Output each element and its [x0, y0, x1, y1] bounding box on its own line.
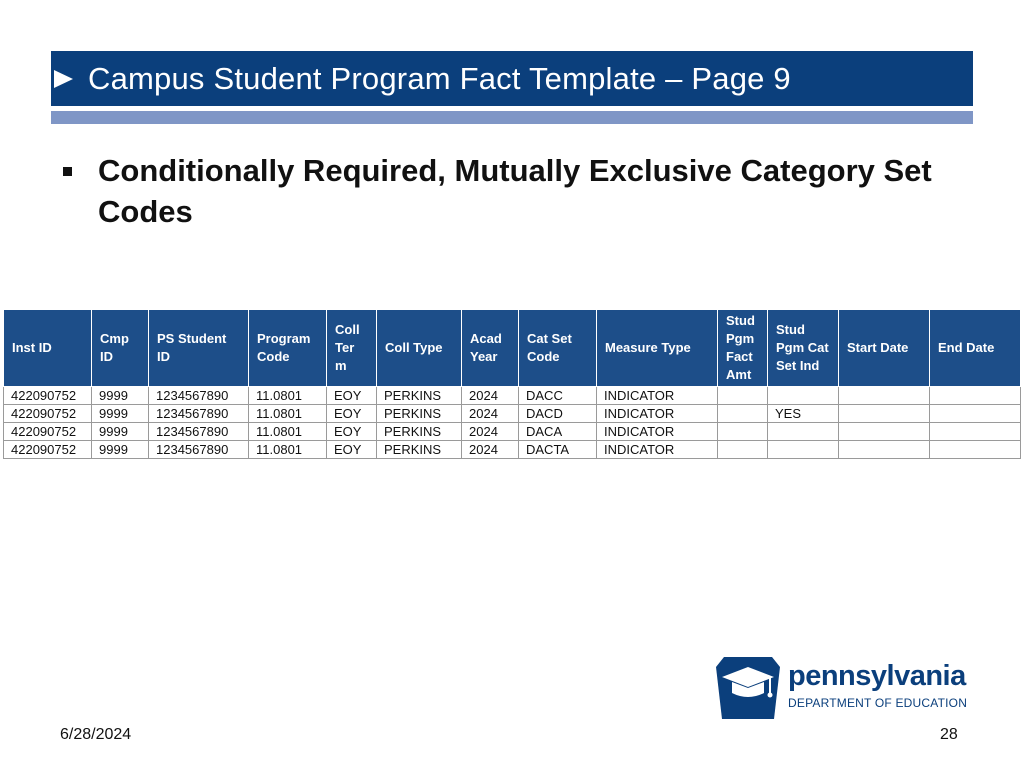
table-cell: 9999 [92, 423, 149, 441]
column-header: Inst ID [4, 310, 92, 387]
table-cell [768, 387, 839, 405]
table-cell: DACC [519, 387, 597, 405]
table-cell: 11.0801 [249, 405, 327, 423]
column-header: Coll Type [377, 310, 462, 387]
column-header: Start Date [839, 310, 930, 387]
table-cell [930, 441, 1021, 459]
table-cell: 2024 [462, 441, 519, 459]
table-row [4, 423, 1021, 441]
table-cell: 1234567890 [149, 441, 249, 459]
table-cell: PERKINS [377, 387, 462, 405]
table-cell: EOY [327, 423, 377, 441]
table-cell [768, 441, 839, 459]
pa-education-logo [716, 657, 986, 719]
column-header: Coll Ter m [327, 310, 377, 387]
table-cell: DACD [519, 405, 597, 423]
table-cell: PERKINS [377, 405, 462, 423]
column-header: Program Code [249, 310, 327, 387]
table-cell: 422090752 [4, 423, 92, 441]
bullet-text: Conditionally Required, Mutually Exclusive Category Set Codes [98, 153, 932, 229]
keystone-graduation-cap-icon [716, 657, 780, 719]
table-row [4, 441, 1021, 459]
table-cell: 11.0801 [249, 441, 327, 459]
table-cell: 9999 [92, 405, 149, 423]
table-cell [930, 387, 1021, 405]
column-header: Stud Pgm Cat Set Ind [768, 310, 839, 387]
column-header: Acad Year [462, 310, 519, 387]
table-cell: EOY [327, 387, 377, 405]
table-cell: 422090752 [4, 441, 92, 459]
table-cell: PERKINS [377, 441, 462, 459]
slide-title: Campus Student Program Fact Template – Page 9 [88, 61, 791, 96]
table-cell: 11.0801 [249, 423, 327, 441]
table-cell: INDICATOR [597, 423, 718, 441]
table-cell: YES [768, 405, 839, 423]
table-cell [768, 423, 839, 441]
table-cell: EOY [327, 405, 377, 423]
page-number: 28 [940, 726, 958, 743]
table-cell: EOY [327, 441, 377, 459]
title-bar [51, 51, 973, 106]
table-cell: INDICATOR [597, 441, 718, 459]
column-header: Cat Set Code [519, 310, 597, 387]
table-cell [839, 405, 930, 423]
table-cell [718, 387, 768, 405]
table-cell: 422090752 [4, 405, 92, 423]
table-row [4, 405, 1021, 423]
table-cell: 2024 [462, 387, 519, 405]
accent-divider [51, 111, 973, 124]
table-cell [930, 405, 1021, 423]
column-header: End Date [930, 310, 1021, 387]
column-header: Cmp ID [92, 310, 149, 387]
table-cell: 1234567890 [149, 387, 249, 405]
table-cell: DACTA [519, 441, 597, 459]
table-cell: 2024 [462, 423, 519, 441]
table-cell [839, 441, 930, 459]
logo-department: DEPARTMENT OF EDUCATION [788, 696, 968, 710]
logo-wordmark: pennsylvania [788, 660, 966, 692]
table-cell: 1234567890 [149, 405, 249, 423]
table-cell: 9999 [92, 441, 149, 459]
table-header-row [4, 310, 1021, 387]
play-arrow-icon [54, 70, 73, 88]
table-cell: 11.0801 [249, 387, 327, 405]
table-cell: 422090752 [4, 387, 92, 405]
table-cell: DACA [519, 423, 597, 441]
data-table [3, 309, 1021, 459]
table-cell [839, 387, 930, 405]
table-cell: 1234567890 [149, 423, 249, 441]
table-cell [718, 423, 768, 441]
table-cell [718, 405, 768, 423]
table-cell [718, 441, 768, 459]
table-cell: INDICATOR [597, 387, 718, 405]
table-cell: INDICATOR [597, 405, 718, 423]
footer-date: 6/28/2024 [60, 726, 132, 743]
table-cell: PERKINS [377, 423, 462, 441]
column-header: Measure Type [597, 310, 718, 387]
table-cell [930, 423, 1021, 441]
table-cell: 9999 [92, 387, 149, 405]
table-cell: 2024 [462, 405, 519, 423]
square-bullet-icon [63, 167, 72, 176]
column-header: Stud Pgm Fact Amt [718, 310, 768, 387]
table-row [4, 387, 1021, 405]
column-header: PS Student ID [149, 310, 249, 387]
table-cell [839, 423, 930, 441]
